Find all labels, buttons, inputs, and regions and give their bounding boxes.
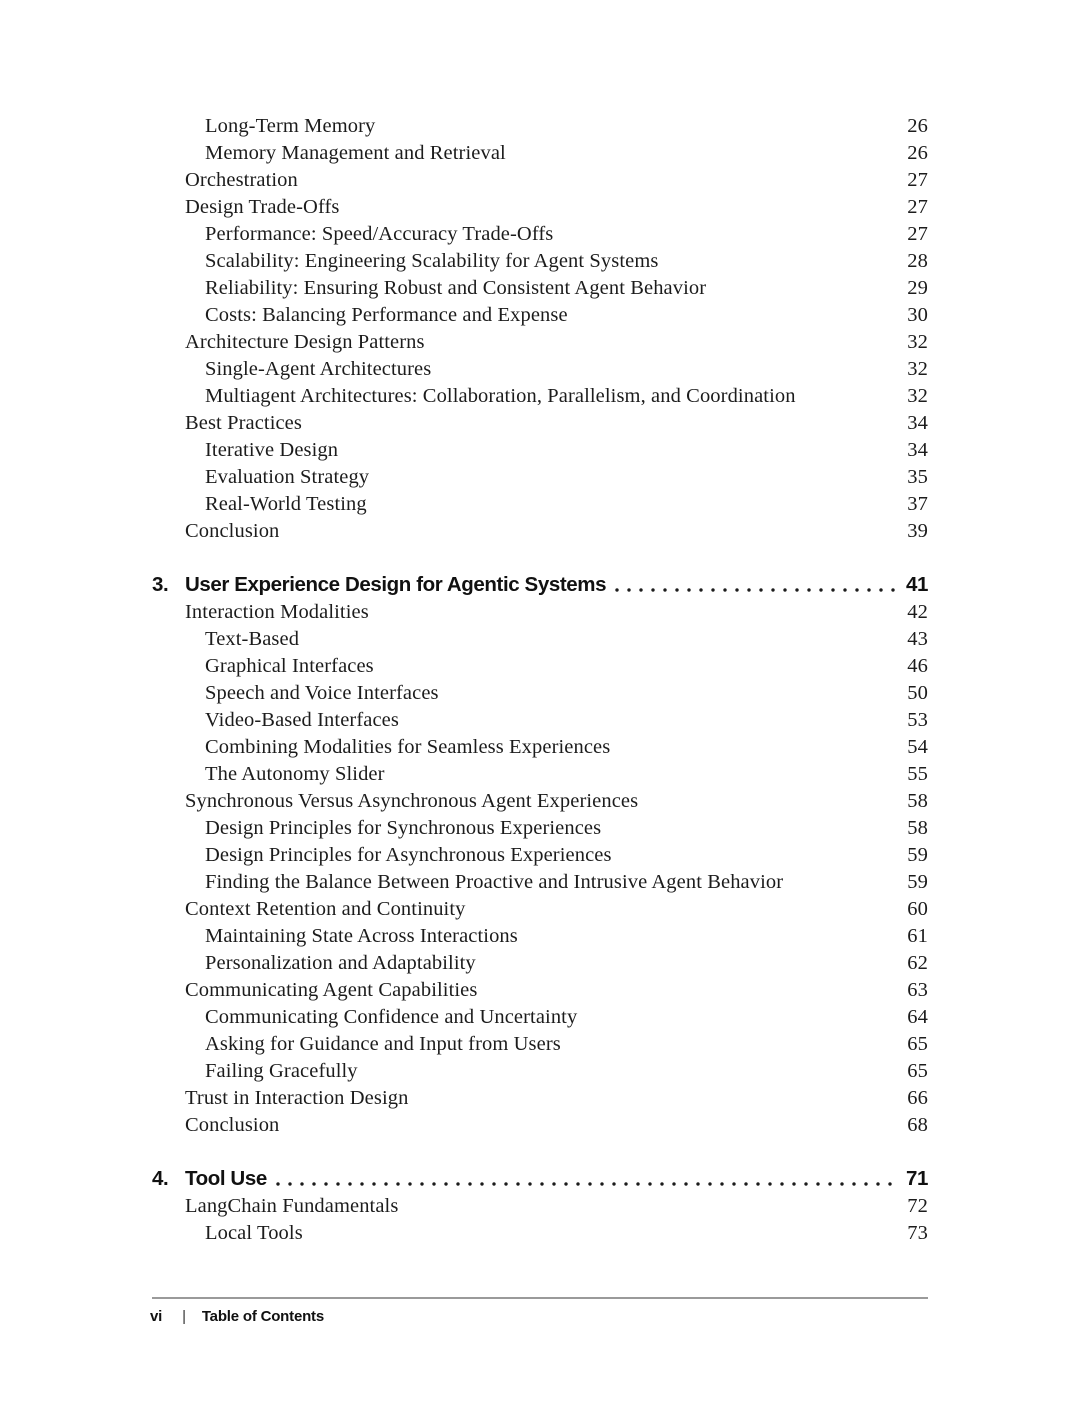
toc-entry[interactable] [152, 653, 928, 680]
toc-entry[interactable] [152, 1220, 928, 1247]
toc-entry-page-number: 62 [907, 952, 928, 974]
toc-entry-page-number: 59 [907, 844, 928, 866]
toc-entry-page-number: 72 [907, 1195, 928, 1217]
toc-entry-page-number: 68 [907, 1114, 928, 1136]
toc-entry-label: Failing Gracefully [205, 1060, 358, 1082]
toc-entry-page-number: 27 [907, 196, 928, 218]
toc-entry-page-number: 64 [907, 1006, 928, 1028]
toc-entry-label: Interaction Modalities [185, 601, 369, 623]
toc-entry[interactable] [152, 761, 928, 788]
toc-entry-label: Orchestration [185, 169, 298, 191]
dot-leader [609, 570, 900, 599]
toc-entry-page-number: 32 [907, 358, 928, 380]
toc-entry[interactable] [152, 977, 928, 1004]
footer-separator: | [182, 1308, 186, 1325]
toc-entry-label: Performance: Speed/Accuracy Trade-Offs [205, 223, 554, 245]
toc-entry-label: Local Tools [205, 1222, 303, 1244]
toc-entry[interactable] [152, 1193, 928, 1220]
toc-entry-page-number: 66 [907, 1087, 928, 1109]
toc-entry-label: Real-World Testing [205, 493, 367, 515]
toc-entry-label: Communicating Agent Capabilities [185, 979, 478, 1001]
toc-entry[interactable] [152, 356, 928, 383]
toc-entry[interactable] [152, 1031, 928, 1058]
toc-entry[interactable] [152, 194, 928, 221]
toc-entry-page-number: 55 [907, 763, 928, 785]
toc-entry-label: Reliability: Ensuring Robust and Consistent Agent Behavior [205, 277, 707, 299]
toc-entry-label: Design Principles for Synchronous Experiences [205, 817, 602, 839]
chapter-number: 3. [152, 573, 169, 596]
toc-entry[interactable] [152, 842, 928, 869]
toc-entry-label: Costs: Balancing Performance and Expense [205, 304, 568, 326]
toc-entry[interactable] [152, 302, 928, 329]
toc-entry-page-number: 58 [907, 790, 928, 812]
toc-entry-label: Single-Agent Architectures [205, 358, 432, 380]
toc-entry-label: Evaluation Strategy [205, 466, 370, 488]
toc-entry[interactable] [152, 167, 928, 194]
toc-entry-page-number: 65 [907, 1033, 928, 1055]
chapter-page-number: 41 [905, 573, 928, 596]
footer-section-label: Table of Contents [201, 1308, 324, 1325]
toc-entry-page-number: 42 [907, 601, 928, 623]
toc-entry-label: Conclusion [185, 520, 280, 542]
toc-entry-label: Speech and Voice Interfaces [205, 682, 439, 704]
toc-entry[interactable] [152, 950, 928, 977]
toc-entry-label: Trust in Interaction Design [185, 1087, 409, 1109]
toc-entry[interactable] [152, 275, 928, 302]
toc-entry-page-number: 59 [907, 871, 928, 893]
toc-entry[interactable] [152, 437, 928, 464]
footer-rule [152, 1297, 928, 1299]
footer [150, 1308, 324, 1325]
chapter-page-number: 71 [905, 1167, 928, 1190]
toc-entry-label: Communicating Confidence and Uncertainty [205, 1006, 578, 1028]
toc-entry-label: Maintaining State Across Interactions [205, 925, 518, 947]
toc-entry[interactable] [152, 896, 928, 923]
toc-entry-label: Video-Based Interfaces [205, 709, 399, 731]
toc-entry[interactable] [152, 464, 928, 491]
toc-entry-page-number: 34 [907, 412, 928, 434]
toc-entry-label: Scalability: Engineering Scalability for Agent Systems [205, 250, 659, 272]
toc-entry-page-number: 53 [907, 709, 928, 731]
toc-entry[interactable] [152, 491, 928, 518]
toc-entry-page-number: 26 [907, 142, 928, 164]
table-of-contents [152, 113, 928, 1247]
toc-entry-page-number: 63 [907, 979, 928, 1001]
toc-entry-label: Best Practices [185, 412, 302, 434]
toc-entry[interactable] [152, 140, 928, 167]
toc-entry-page-number: 65 [907, 1060, 928, 1082]
toc-entry-page-number: 35 [907, 466, 928, 488]
toc-entry-page-number: 37 [907, 493, 928, 515]
toc-entry-page-number: 28 [907, 250, 928, 272]
toc-entry-label: Design Trade-Offs [185, 196, 340, 218]
toc-entry-label: LangChain Fundamentals [185, 1195, 399, 1217]
toc-entry-page-number: 29 [907, 277, 928, 299]
toc-entry-page-number: 46 [907, 655, 928, 677]
toc-entry-page-number: 73 [907, 1222, 928, 1244]
toc-entry-page-number: 30 [907, 304, 928, 326]
toc-entry-label: Long-Term Memory [205, 115, 376, 137]
toc-entry[interactable] [152, 410, 928, 437]
toc-entry-page-number: 34 [907, 439, 928, 461]
toc-entry-label: Finding the Balance Between Proactive and Intrusive Agent Behavior [205, 871, 784, 893]
toc-entry-page-number: 54 [907, 736, 928, 758]
toc-entry-page-number: 58 [907, 817, 928, 839]
chapter-title: Tool Use [185, 1167, 267, 1190]
toc-entry-page-number: 43 [907, 628, 928, 650]
toc-entry-label: Context Retention and Continuity [185, 898, 466, 920]
toc-entry-page-number: 27 [907, 223, 928, 245]
toc-entry-label: The Autonomy Slider [205, 763, 385, 785]
toc-entry[interactable] [152, 113, 928, 140]
toc-entry-page-number: 32 [907, 385, 928, 407]
toc-entry[interactable] [152, 680, 928, 707]
toc-entry-label: Personalization and Adaptability [205, 952, 476, 974]
toc-entry[interactable] [152, 1004, 928, 1031]
dot-leader [270, 1164, 900, 1193]
toc-entry-page-number: 61 [907, 925, 928, 947]
toc-entry-page-number: 27 [907, 169, 928, 191]
toc-entry-label: Multiagent Architectures: Collaboration, Parallelism, and Coordination [205, 385, 796, 407]
chapter-entry[interactable] [152, 1164, 928, 1193]
toc-entry[interactable] [152, 1058, 928, 1085]
toc-entry[interactable] [152, 221, 928, 248]
toc-entry-page-number: 32 [907, 331, 928, 353]
toc-entry[interactable] [152, 869, 928, 896]
toc-entry-label: Asking for Guidance and Input from Users [205, 1033, 561, 1055]
toc-entry[interactable] [152, 383, 928, 410]
toc-entry-label: Conclusion [185, 1114, 280, 1136]
toc-entry-label: Memory Management and Retrieval [205, 142, 506, 164]
toc-entry-label: Text-Based [205, 628, 300, 650]
toc-entry[interactable] [152, 1085, 928, 1112]
toc-entry-label: Iterative Design [205, 439, 339, 461]
toc-entry[interactable] [152, 815, 928, 842]
toc-entry[interactable] [152, 734, 928, 761]
toc-entry-page-number: 60 [907, 898, 928, 920]
toc-entry-page-number: 50 [907, 682, 928, 704]
toc-entry[interactable] [152, 626, 928, 653]
toc-entry-page-number: 26 [907, 115, 928, 137]
chapter-number: 4. [152, 1167, 169, 1190]
chapter-entry[interactable] [152, 570, 928, 599]
toc-entry[interactable] [152, 599, 928, 626]
toc-entry[interactable] [152, 329, 928, 356]
toc-entry-label: Combining Modalities for Seamless Experiences [205, 736, 611, 758]
toc-entry-label: Graphical Interfaces [205, 655, 374, 677]
toc-entry[interactable] [152, 248, 928, 275]
toc-entry[interactable] [152, 1112, 928, 1139]
footer-page-number: vi [150, 1308, 163, 1325]
chapter-title: User Experience Design for Agentic Systems [185, 573, 607, 596]
toc-entry-page-number: 39 [907, 520, 928, 542]
toc-entry-label: Architecture Design Patterns [185, 331, 425, 353]
toc-entry[interactable] [152, 518, 928, 545]
toc-entry[interactable] [152, 788, 928, 815]
toc-entry-label: Synchronous Versus Asynchronous Agent Experiences [185, 790, 639, 812]
toc-entry[interactable] [152, 923, 928, 950]
toc-entry[interactable] [152, 707, 928, 734]
toc-entry-label: Design Principles for Asynchronous Experiences [205, 844, 612, 866]
